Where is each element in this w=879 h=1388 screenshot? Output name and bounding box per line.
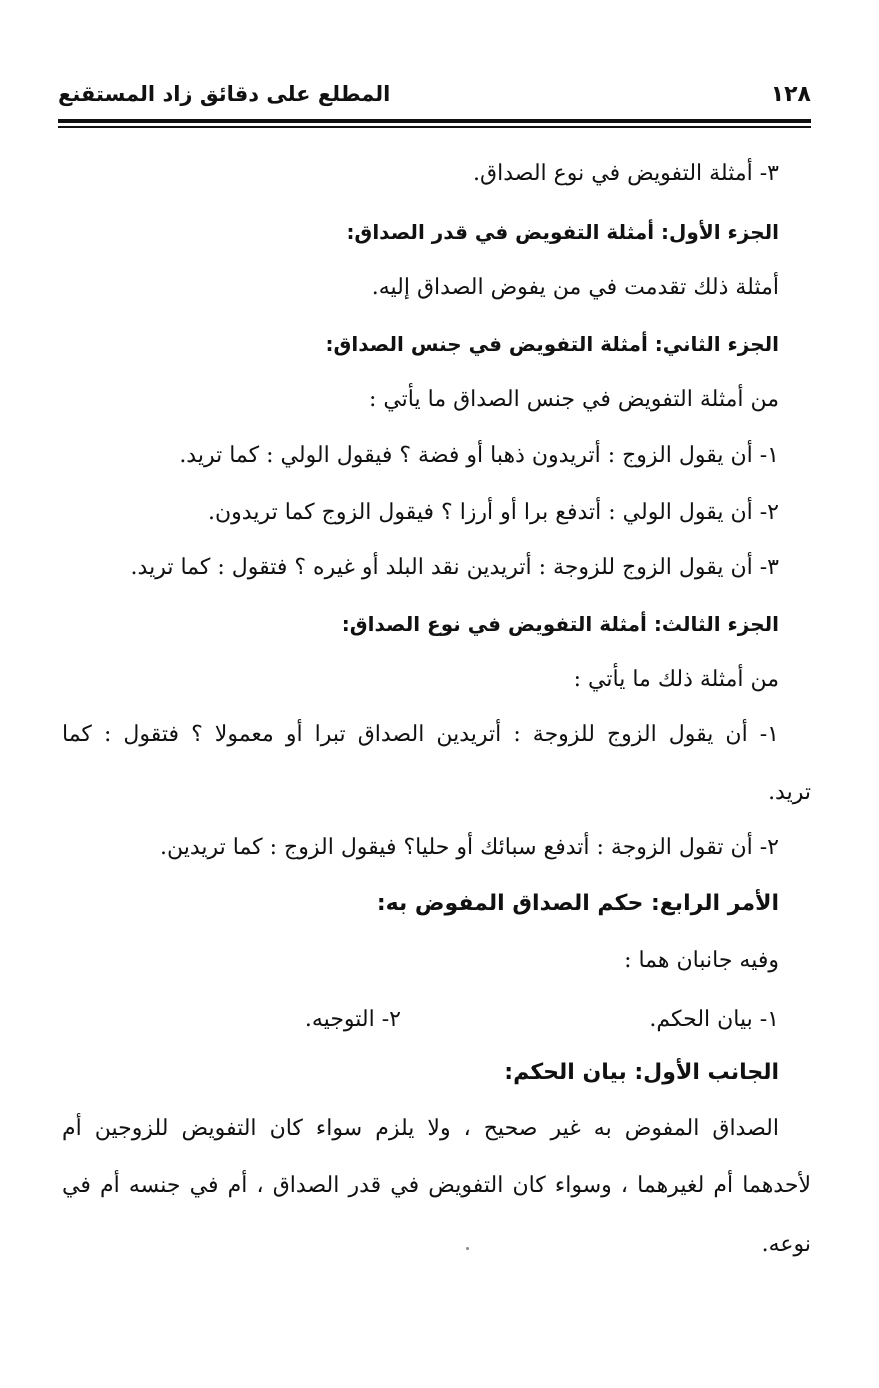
section-heading: الجانب الأول: بيان الحكم: [504,1060,779,1085]
section-heading: الجزء الثالث: أمثلة التفويض في نوع الصداق: [341,612,779,636]
header-rule-thick [58,119,811,123]
paragraph-line: وفيه جانبان هما : [624,948,779,973]
paragraph-line: لأحدهما أم لغيرهما ، وسواء كان التفويض في قدر الصداق ، أم في جنسه أم في [62,1173,811,1198]
paragraph-line: نوعه. [761,1232,811,1257]
list-item: ٣- أمثلة التفويض في نوع الصداق. [473,161,779,186]
paragraph-line: من أمثلة التفويض في جنس الصداق ما يأتي : [368,387,779,412]
section-heading: الجزء الثاني: أمثلة التفويض في جنس الصداق: [325,332,779,356]
list-item: ١- أن يقول الزوج للزوجة : أتريدين الصداق تبرا أو معمولا ؟ فتقول : كما [62,722,779,747]
header-rule-thin [58,126,811,128]
running-title: المطلع على دقائق زاد المستقنع [58,82,391,106]
section-heading: الجزء الأول: أمثلة التفويض في قدر الصداق: [346,220,779,244]
paragraph-line: من أمثلة ذلك ما يأتي : [573,667,779,692]
scan-speck [466,1247,469,1250]
list-item: ٣- أن يقول الزوج للزوجة : أتريدين نقد البلد أو غيره ؟ فتقول : كما تريد. [130,555,779,580]
paragraph-line: أمثلة ذلك تقدمت في من يفوض الصداق إليه. [371,275,779,300]
list-item: ٢- أن تقول الزوجة : أتدفع سبائك أو حليا؟ فيقول الزوج : كما تريدين. [159,835,779,860]
page-number: ١٢٨ [770,82,811,107]
paragraph-line: الصداق المفوض به غير صحيح ، ولا يلزم سواء كان التفويض للزوجين أم [62,1116,779,1141]
page-header [58,82,811,116]
list-item: ١- بيان الحكم. [649,1007,779,1032]
list-item: ٢- أن يقول الولي : أتدفع برا أو أرزا ؟ فيقول الزوج كما تريدون. [208,500,779,525]
list-item: ٢- التوجيه. [304,1007,401,1032]
section-heading: الأمر الرابع: حكم الصداق المفوض به: [376,891,779,916]
list-item: ١- أن يقول الزوج : أتريدون ذهبا أو فضة ؟ فيقول الولي : كما تريد. [179,443,779,468]
paragraph-line: تريد. [768,780,811,805]
